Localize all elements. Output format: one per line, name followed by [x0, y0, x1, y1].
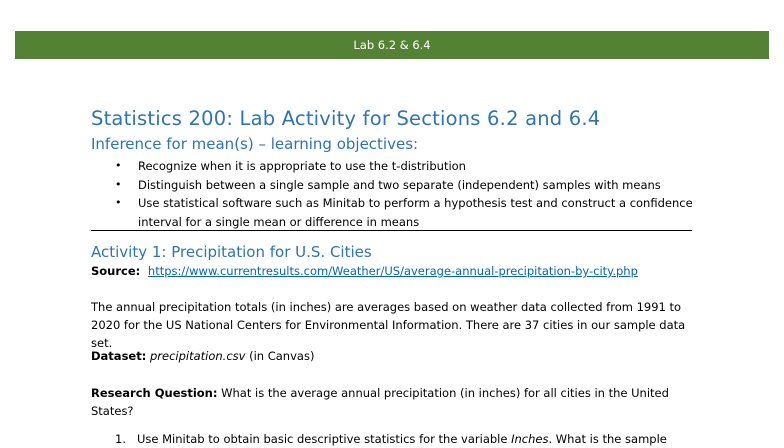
- question-variable: Inches: [511, 432, 549, 446]
- dataset-file: precipitation.csv: [149, 349, 246, 363]
- bullet-icon: •: [115, 196, 122, 209]
- dataset-line: [91, 349, 314, 363]
- bullet-icon: •: [115, 159, 122, 172]
- question-1: [115, 430, 695, 448]
- dataset-label: Dataset:: [91, 349, 147, 363]
- activity-heading: Activity 1: Precipitation for U.S. Cities: [91, 243, 372, 261]
- rq-text: What is the average annual precipitation (in inches) for all cities in the United States?: [91, 386, 669, 418]
- objective-item: • Use statistical software such as Minitab to perform a hypothesis test and construct a confidence interval for a single mean or difference in means: [115, 196, 693, 229]
- question-number: 1.: [115, 432, 126, 446]
- dataset-note: (in Canvas): [249, 349, 315, 363]
- question-text-pre: Use Minitab to obtain basic descriptive statistics for the variable: [137, 432, 508, 446]
- objectives-heading: Inference for mean(s) – learning objectives:: [91, 135, 419, 153]
- objectives-list: [91, 157, 691, 231]
- description-paragraph: The annual precipitation totals (in inches) are averages based on weather data collected from 1991 to 2020 for the US National Centers for Environmental Information. There are 37 cities in our sample data set.: [91, 300, 686, 350]
- objective-item: • Recognize when it is appropriate to use the t-distribution: [91, 157, 698, 176]
- page-title: Statistics 200: Lab Activity for Sections 6.2 and 6.4: [91, 107, 601, 130]
- header-text: Lab 6.2 & 6.4: [353, 38, 431, 52]
- source-label: Source:: [91, 264, 141, 278]
- objective-item: • Distinguish between a single sample and two separate (independent) samples with means: [91, 176, 698, 195]
- source-line: [91, 264, 638, 278]
- source-link[interactable]: https://www.currentresults.com/Weather/US/average-annual-precipitation-by-city.php: [147, 264, 638, 278]
- header-bar: [15, 31, 769, 59]
- bullet-icon: •: [115, 177, 122, 191]
- research-question: [91, 384, 689, 420]
- section-divider: [91, 230, 692, 231]
- rq-label: Research Question:: [91, 386, 218, 400]
- question-text-post: . What is the sample: [548, 432, 667, 446]
